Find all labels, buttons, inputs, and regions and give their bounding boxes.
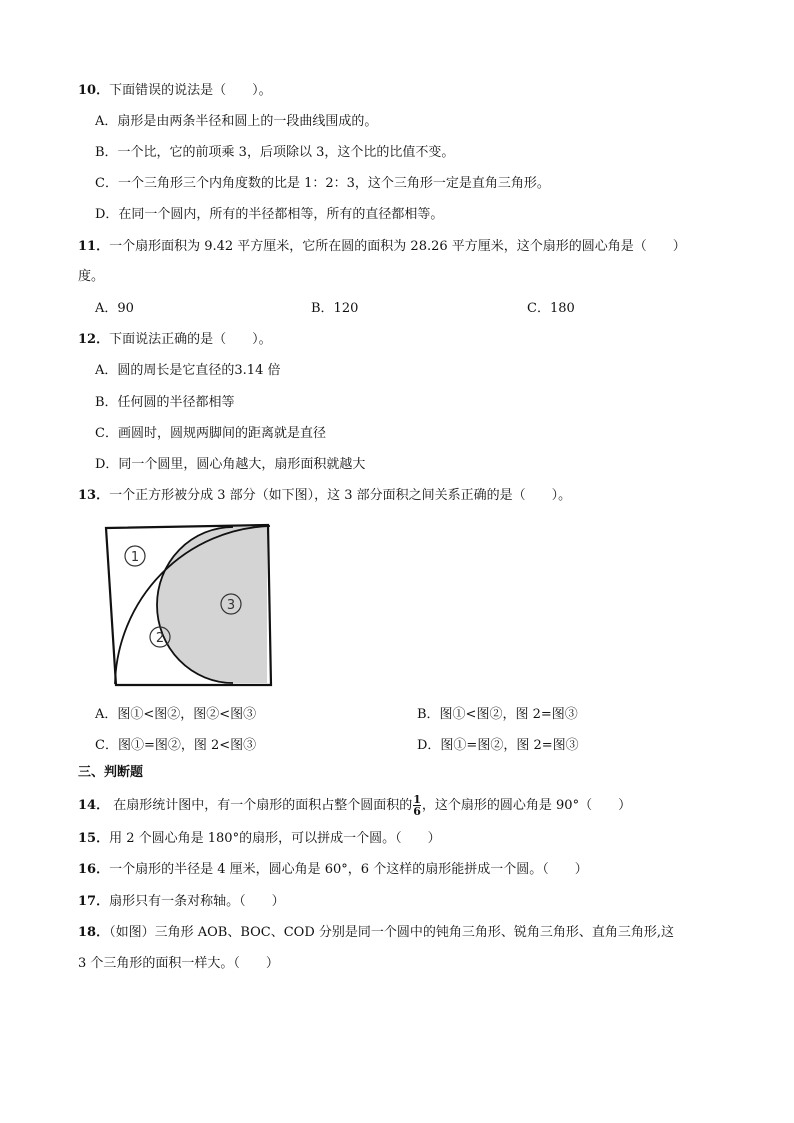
- q12-stem: 下面说法正确的是（ ）。: [109, 332, 272, 347]
- label-3-text: 3: [226, 598, 236, 613]
- q14-stem-part1: 在扇形统计图中，有一个扇形的面积占整个圆面积的: [113, 798, 413, 813]
- q13-number: 13．: [78, 488, 110, 503]
- q13-stem-line: [78, 487, 571, 505]
- q13-option-b: B．图①<图②，图 2=图③: [417, 707, 578, 722]
- region-3-shaded: [157, 527, 267, 683]
- q14-fraction-numerator: 1: [413, 793, 421, 806]
- q18-stem-part2: 3 个三角形的面积一样大。（ ）: [78, 956, 279, 971]
- q10-stem: 下面错误的说法是（ ）。: [109, 83, 272, 98]
- q10-option-d: D．在同一个圆内，所有的半径都相等，所有的直径都相等。: [95, 207, 444, 222]
- q10-stem-line: [78, 82, 272, 100]
- q11-option-a: A．90: [95, 301, 134, 316]
- q14-fraction: [413, 794, 421, 817]
- q16-stem: 一个扇形的半径是 4 厘米，圆心角是 60°，6 个这样的扇形能拼成一个圆。（ ）: [109, 862, 588, 877]
- q13-option-c: C．图①=图②，图 2<图③: [95, 738, 257, 753]
- q14-number: 14．: [78, 798, 110, 813]
- q12-option-d: D．同一个圆里，圆心角越大，扇形面积就越大: [95, 457, 366, 472]
- q12-option-a: A．圆的周长是它直径的3.14 倍: [95, 363, 281, 378]
- q16-stem-line: [78, 861, 588, 879]
- section-heading-judgement: 三、判断题: [78, 765, 144, 780]
- q12-number: 12．: [78, 332, 110, 347]
- q18-number: 18．: [78, 925, 110, 940]
- q12-option-b: B．任何圆的半径都相等: [95, 395, 235, 410]
- q10-number: 10．: [78, 83, 110, 98]
- q10-option-c: C．一个三角形三个内角度数的比是 1：2：3，这个三角形一定是直角三角形。: [95, 176, 550, 191]
- q17-stem-line: [78, 893, 285, 911]
- q10-option-b: B．一个比，它的前项乘 3，后项除以 3，这个比的比值不变。: [95, 145, 455, 160]
- q11-option-b: B．120: [311, 301, 359, 316]
- q11-stem-line: [78, 238, 686, 256]
- q15-number: 15．: [78, 831, 110, 846]
- label-2-text: 2: [155, 631, 165, 646]
- q18-stem-part1: （如图）三角形 AOB、BOC、COD 分别是同一个圆中的钝角三角形、锐角三角形、直角三角形,这: [109, 925, 675, 940]
- q13-stem: 一个正方形被分成 3 部分（如下图），这 3 部分面积之间关系正确的是（ ）。: [109, 488, 572, 503]
- q14-fraction-denominator: 6: [413, 805, 421, 818]
- q17-number: 17．: [78, 894, 110, 909]
- label-1-text: 1: [130, 550, 140, 565]
- q14-stem-line: [78, 794, 631, 818]
- q15-stem: 用 2 个圆心角是 180°的扇形，可以拼成一个圆。（ ）: [109, 831, 441, 846]
- q10-option-a: A．扇形是由两条半径和圆上的一段曲线围成的。: [95, 114, 378, 129]
- q12-option-c: C．画圆时，圆规两脚间的距离就是直径: [95, 426, 326, 441]
- q18-stem-line: [78, 924, 674, 942]
- q13-option-d: D．图①=图②，图 2=图③: [417, 738, 579, 753]
- q14-stem-part2: ，这个扇形的圆心角是 90°（ ）: [421, 798, 632, 813]
- q12-stem-line: [78, 331, 272, 349]
- q11-stem-part1: 一个扇形面积为 9.42 平方厘米，它所在圆的面积为 28.26 平方厘米，这个扇形的圆心角是（ ）: [109, 239, 686, 254]
- q11-number: 11．: [78, 239, 110, 254]
- q11-stem-part2: 度。: [78, 269, 105, 284]
- q15-stem-line: [78, 830, 441, 848]
- q13-option-a: A．图①<图②，图②<图③: [95, 707, 257, 722]
- q16-number: 16．: [78, 862, 110, 877]
- q11-option-c: C．180: [527, 301, 575, 316]
- q13-square-figure: [100, 520, 280, 690]
- q17-stem: 扇形只有一条对称轴。（ ）: [109, 894, 285, 909]
